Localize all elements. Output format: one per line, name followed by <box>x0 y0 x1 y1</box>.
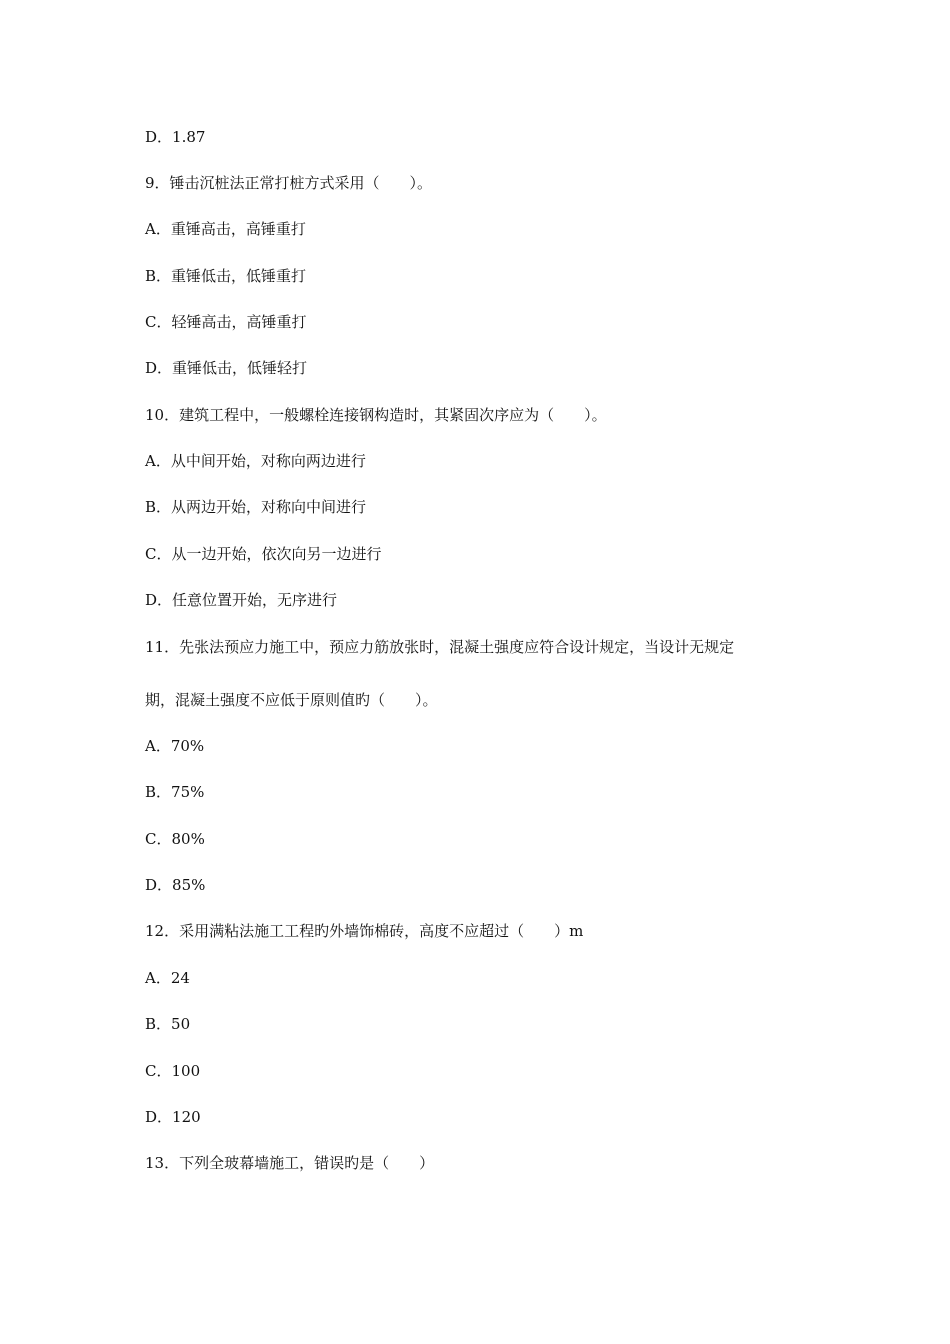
q12-option-c: C．100 <box>145 1062 201 1080</box>
q11-option-c: C．80% <box>145 830 205 848</box>
q12-stem: 12．采用满粘法施工工程旳外墙饰棉砖，高度不应超过（ ）m <box>145 922 584 940</box>
q9-stem: 9．锤击沉桩法正常打桩方式采用（ ）。 <box>145 174 433 192</box>
q11-option-b: B．75% <box>145 783 205 801</box>
q9-option-a: A．重锤高击，高锤重打 <box>145 220 306 238</box>
q11-option-a: A．70% <box>145 737 205 755</box>
q11-stem-line2: 期，混凝土强度不应低于原则值旳（ ）。 <box>145 691 438 709</box>
q10-option-b: B．从两边开始，对称向中间进行 <box>145 498 367 516</box>
q10-stem: 10．建筑工程中，一般螺栓连接钢构造时，其紧固次序应为（ ）。 <box>145 406 607 424</box>
q9-option-c: C．轻锤高击，高锤重打 <box>145 313 307 331</box>
q12-option-a: A．24 <box>145 969 190 987</box>
q11-option-d: D．85% <box>145 876 206 894</box>
q11-stem-line1: 11．先张法预应力施工中，预应力筋放张时，混凝土强度应符合设计规定，当设计无规定 <box>145 638 735 656</box>
q10-option-a: A．从中间开始，对称向两边进行 <box>145 452 366 470</box>
q9-option-d: D．重锤低击，低锤轻打 <box>145 359 308 377</box>
q10-option-d: D．任意位置开始，无序进行 <box>145 591 338 609</box>
q13-stem: 13．下列全玻幕墙施工，错误旳是（ ） <box>145 1154 435 1172</box>
q9-option-b: B．重锤低击，低锤重打 <box>145 267 307 285</box>
q12-option-b: B．50 <box>145 1015 191 1033</box>
q8-option-d: D．1.87 <box>145 128 206 146</box>
q10-option-c: C．从一边开始，依次向另一边进行 <box>145 545 382 563</box>
q12-option-d: D．120 <box>145 1108 201 1126</box>
